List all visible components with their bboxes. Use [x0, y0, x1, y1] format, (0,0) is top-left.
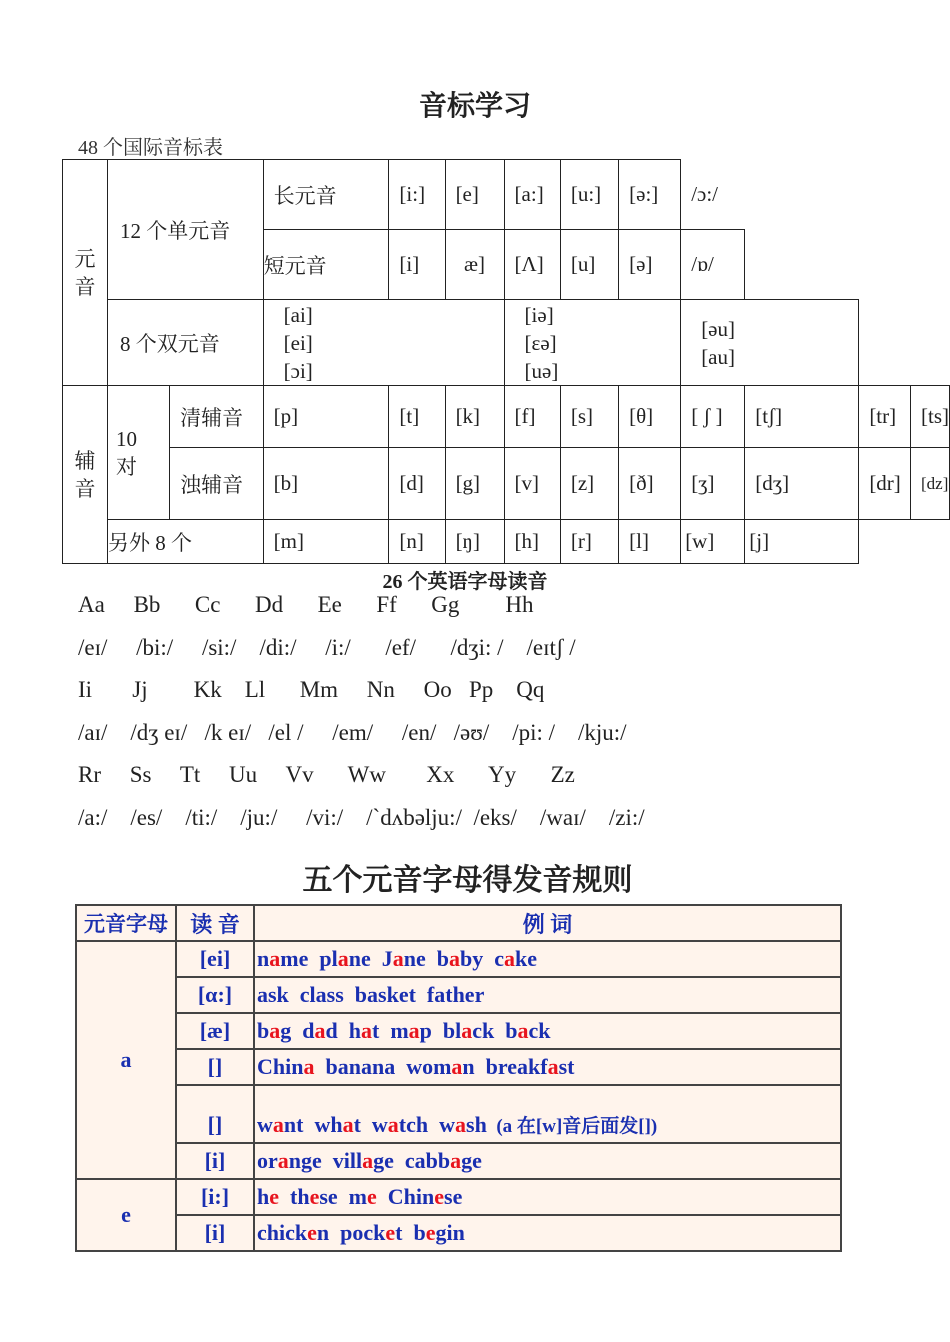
example-word [257, 946, 308, 971]
voiced-label: 浊辅音 [170, 448, 263, 520]
example-words-cell [254, 977, 841, 1013]
example-words-cell [254, 1215, 841, 1251]
word-part: se [444, 1184, 463, 1209]
word-part: basket [354, 982, 416, 1007]
word-part: p [419, 1018, 432, 1043]
ipa-cell: [a:] [504, 160, 560, 230]
ipa-cell: [ð] [619, 448, 681, 520]
word-part: class [299, 982, 344, 1007]
ipa-cell: [dz] [911, 448, 950, 520]
letter-line: Rr Ss Tt Uu Vv Ww Xx Yy Zz [78, 762, 575, 787]
ipa-cell: [i] [389, 230, 445, 300]
word-part: h [348, 1018, 361, 1043]
ipa-cell: [i:] [389, 160, 445, 230]
rule-row [76, 1215, 841, 1251]
ipa-table [62, 159, 950, 564]
word-part: bl [442, 1018, 462, 1043]
word-part: t [353, 1112, 361, 1137]
example-words-cell [254, 941, 841, 977]
word-part: J [381, 946, 393, 971]
ipa-cell: [l] [619, 520, 681, 564]
highlighted-letter: a [272, 1112, 284, 1137]
word-part: or [257, 1148, 278, 1173]
ipa-cell: æ] [445, 230, 504, 300]
rule-row [76, 1049, 841, 1085]
monophthong-label: 12 个单元音 [108, 160, 264, 300]
ipa-cell: [g] [445, 448, 504, 520]
word-part: Chin [257, 1054, 304, 1079]
highlighted-letter: a [303, 1054, 315, 1079]
word-part: by [459, 946, 484, 971]
letter-line: Aa Bb Cc Dd Ee Ff Gg Hh [78, 592, 534, 617]
word-part: d [325, 1018, 338, 1043]
highlighted-letter: a [455, 1112, 467, 1137]
example-words-cell [254, 1085, 841, 1143]
word-part: se [319, 1184, 338, 1209]
word-part: father [426, 982, 485, 1007]
ipa-cell: [m] [263, 520, 389, 564]
sound-cell: [] [176, 1085, 254, 1143]
highlighted-letter: a [448, 946, 460, 971]
letter-line: /a:/ /es/ /ti:/ /ju:/ /vi:/ /`dʌbəlju:/ /eks/ /waɪ/ /zi:/ [78, 805, 645, 830]
word-part: h [257, 1184, 270, 1209]
rule-note: (a 在[w]音后面发[]) [486, 1116, 658, 1137]
ipa-cell: [v] [504, 448, 560, 520]
ipa-cell: [w] [681, 520, 745, 564]
highlighted-letter: e [425, 1220, 436, 1245]
sound-cell: [æ] [176, 1013, 254, 1049]
voiceless-label: 清辅音 [170, 386, 263, 448]
page-title: 音标学习 [418, 91, 531, 122]
ipa-cell: [tʃ] [745, 386, 859, 448]
example-word [257, 1018, 291, 1043]
highlighted-letter: a [451, 1054, 463, 1079]
example-word [349, 1184, 377, 1209]
word-part: t [372, 1018, 380, 1043]
ipa-cell: [z] [560, 448, 618, 520]
example-word [437, 946, 484, 971]
word-part: Chin [387, 1184, 435, 1209]
word-part: c [494, 946, 504, 971]
sound-cell: [] [176, 1049, 254, 1085]
highlighted-letter: a [392, 946, 404, 971]
ipa-cell: [k] [445, 386, 504, 448]
sound-cell: [ei] [176, 941, 254, 977]
example-word [406, 1054, 474, 1079]
ipa-cell: [ə:] [619, 160, 681, 230]
highlighted-letter: a [342, 1112, 354, 1137]
example-word [349, 1018, 380, 1043]
word-part: gin [435, 1220, 465, 1245]
example-words-cell [254, 1013, 841, 1049]
ipa-cell: [ ʃ ] [681, 386, 745, 448]
highlighted-letter: a [314, 1018, 326, 1043]
word-part: sh [466, 1112, 487, 1137]
example-word [333, 1148, 394, 1173]
highlighted-letter: e [307, 1220, 317, 1245]
ipa-cell: [tr] [859, 386, 911, 448]
example-word [314, 1112, 360, 1137]
ipa-cell: /ɔ:/ [681, 160, 745, 230]
highlighted-letter: a [408, 1018, 420, 1043]
ipa-cell: [ŋ] [445, 520, 504, 564]
pairs-label: 10 对 [108, 386, 170, 520]
word-part: w [371, 1112, 388, 1137]
highlighted-letter: a [461, 1018, 473, 1043]
word-part: m [390, 1018, 409, 1043]
ipa-cell: [dr] [859, 448, 911, 520]
example-words-cell [254, 1049, 841, 1085]
ipa-cell: [h] [504, 520, 560, 564]
example-word [325, 1054, 395, 1079]
ipa-cell: [θ] [619, 386, 681, 448]
highlighted-letter: a [517, 1018, 529, 1043]
word-part: chick [257, 1220, 308, 1245]
word-part: pock [340, 1220, 386, 1245]
letter-line: /aɪ/ /dʒ eɪ/ /k eɪ/ /el / /em/ /en/ /əʊ/ /pi: / /kju:/ [78, 720, 627, 745]
highlighted-letter: e [367, 1184, 377, 1209]
ipa-cell: [ə] [619, 230, 681, 300]
highlighted-letter: e [385, 1220, 396, 1245]
sound-cell: [i] [176, 1143, 254, 1179]
rule-row [76, 977, 841, 1013]
example-word [494, 946, 537, 971]
letters-title: 26 个英语字母读音 [382, 571, 548, 593]
ipa-cell: [e] [445, 160, 504, 230]
rules-title: 五个元音字母得发音规则 [302, 864, 633, 897]
rule-row [76, 1143, 841, 1179]
word-part: banana [325, 1054, 396, 1079]
ipa-cell: [dʒ] [745, 448, 859, 520]
word-part: pl [319, 946, 338, 971]
word-part: nt [283, 1112, 304, 1137]
word-part: n [257, 946, 270, 971]
example-word [257, 1184, 279, 1209]
word-part: w [257, 1112, 273, 1137]
word-part: ge [461, 1148, 482, 1173]
word-part: ck [472, 1018, 495, 1043]
other-label: 另外 8 个 [108, 520, 264, 564]
word-part: ask [257, 982, 289, 1007]
word-part: vill [332, 1148, 363, 1173]
word-part: m [348, 1184, 367, 1209]
word-part: ke [514, 946, 537, 971]
vowel-letter-cell: e [76, 1179, 176, 1251]
vowel-label: 元 音 [63, 160, 108, 386]
ipa-cell: [p] [263, 386, 389, 448]
table-caption: 48 个国际音标表 [78, 137, 223, 159]
example-words-cell [254, 1143, 841, 1179]
ipa-cell: /ɒ/ [681, 230, 745, 300]
word-part: st [558, 1054, 575, 1079]
word-part: n [462, 1054, 475, 1079]
consonant-label: 辅 音 [63, 386, 108, 564]
ipa-cell: [f] [504, 386, 560, 448]
example-word [439, 1112, 487, 1137]
header-vowel-letter: 元音字母 [76, 905, 176, 941]
diphthong-group: [əu] [au] [701, 316, 735, 369]
word-part: wh [314, 1112, 343, 1137]
example-word [257, 1220, 329, 1245]
ipa-cell: [r] [560, 520, 618, 564]
highlighted-letter: e [309, 1184, 320, 1209]
example-word [427, 982, 484, 1007]
example-word [355, 982, 416, 1007]
word-part: wom [406, 1054, 452, 1079]
letter-line: /eɪ/ /bi:/ /si:/ /di:/ /i:/ /ef/ /dʒi: / /eɪtʃ / [78, 635, 576, 660]
letter-line: Ii Jj Kk Ll Mm Nn Oo Pp Qq [78, 677, 545, 702]
example-word [486, 1054, 575, 1079]
example-word [405, 1148, 482, 1173]
word-part: ne [348, 946, 371, 971]
example-word [300, 982, 344, 1007]
example-word [505, 1018, 550, 1043]
diphthong-group: [iə] [εə] [uə] [524, 302, 559, 383]
example-word [372, 1112, 428, 1137]
sound-cell: [α:] [176, 977, 254, 1013]
header-examples: 例 词 [254, 905, 841, 941]
word-part: g [280, 1018, 292, 1043]
word-part: ne [403, 946, 426, 971]
word-part: b [436, 946, 449, 971]
ipa-cell: [Λ] [504, 230, 560, 300]
vowel-letter-cell: a [76, 941, 176, 1179]
rule-row [76, 1179, 841, 1215]
highlighted-letter: a [547, 1054, 559, 1079]
ipa-cell: [j] [745, 520, 859, 564]
long-vowel-label: 长元音 [263, 160, 389, 230]
ipa-cell: [u:] [560, 160, 618, 230]
example-word [302, 1018, 338, 1043]
example-word [257, 1054, 314, 1079]
highlighted-letter: a [503, 946, 515, 971]
word-part: me [280, 946, 309, 971]
word-part: b [505, 1018, 518, 1043]
word-part: b [413, 1220, 426, 1245]
word-part: d [302, 1018, 315, 1043]
word-part: ck [528, 1018, 551, 1043]
word-part: cabb [404, 1148, 451, 1173]
word-part: breakf [485, 1054, 548, 1079]
example-word [390, 1018, 432, 1043]
ipa-cell: [n] [389, 520, 445, 564]
example-word [257, 982, 289, 1007]
highlighted-letter: a [450, 1148, 462, 1173]
ipa-cell: [t] [389, 386, 445, 448]
example-word [413, 1220, 464, 1245]
word-part: w [439, 1112, 456, 1137]
example-word [290, 1184, 338, 1209]
highlighted-letter: a [277, 1148, 289, 1173]
sound-cell: [i:] [176, 1179, 254, 1215]
ipa-cell: [ts] [911, 386, 950, 448]
rule-row [76, 1085, 841, 1143]
highlighted-letter: a [362, 1148, 374, 1173]
short-vowel-label: 短元音 [263, 230, 389, 300]
ipa-cell: [ʒ] [681, 448, 745, 520]
word-part: ge [373, 1148, 394, 1173]
rule-row [76, 1013, 841, 1049]
example-word [319, 946, 370, 971]
example-word [443, 1018, 494, 1043]
word-part: b [257, 1018, 270, 1043]
example-word [388, 1184, 463, 1209]
highlighted-letter: a [337, 946, 349, 971]
vowel-rules-table [75, 904, 842, 1252]
ipa-cell: [b] [263, 448, 389, 520]
rule-row [76, 941, 841, 977]
word-part: th [290, 1184, 310, 1209]
diphthong-label: 8 个双元音 [108, 300, 264, 386]
highlighted-letter: a [387, 1112, 399, 1137]
word-part: n [316, 1220, 330, 1245]
ipa-cell: [d] [389, 448, 445, 520]
ipa-cell: [u] [560, 230, 618, 300]
ipa-cell: [s] [560, 386, 618, 448]
diphthong-group: [ai] [ei] [ɔi] [283, 302, 313, 383]
example-word [257, 1148, 322, 1173]
highlighted-letter: e [269, 1184, 280, 1209]
header-sound: 读 音 [176, 905, 254, 941]
example-word [382, 946, 426, 971]
word-part: tch [398, 1112, 429, 1137]
example-word [257, 1112, 303, 1137]
highlighted-letter: e [434, 1184, 445, 1209]
highlighted-letter: a [269, 1018, 281, 1043]
sound-cell: [i] [176, 1215, 254, 1251]
word-part: nge [288, 1148, 322, 1173]
highlighted-letter: a [361, 1018, 372, 1043]
example-word [340, 1220, 402, 1245]
example-words-cell [254, 1179, 841, 1215]
highlighted-letter: a [269, 946, 281, 971]
word-part: t [395, 1220, 403, 1245]
